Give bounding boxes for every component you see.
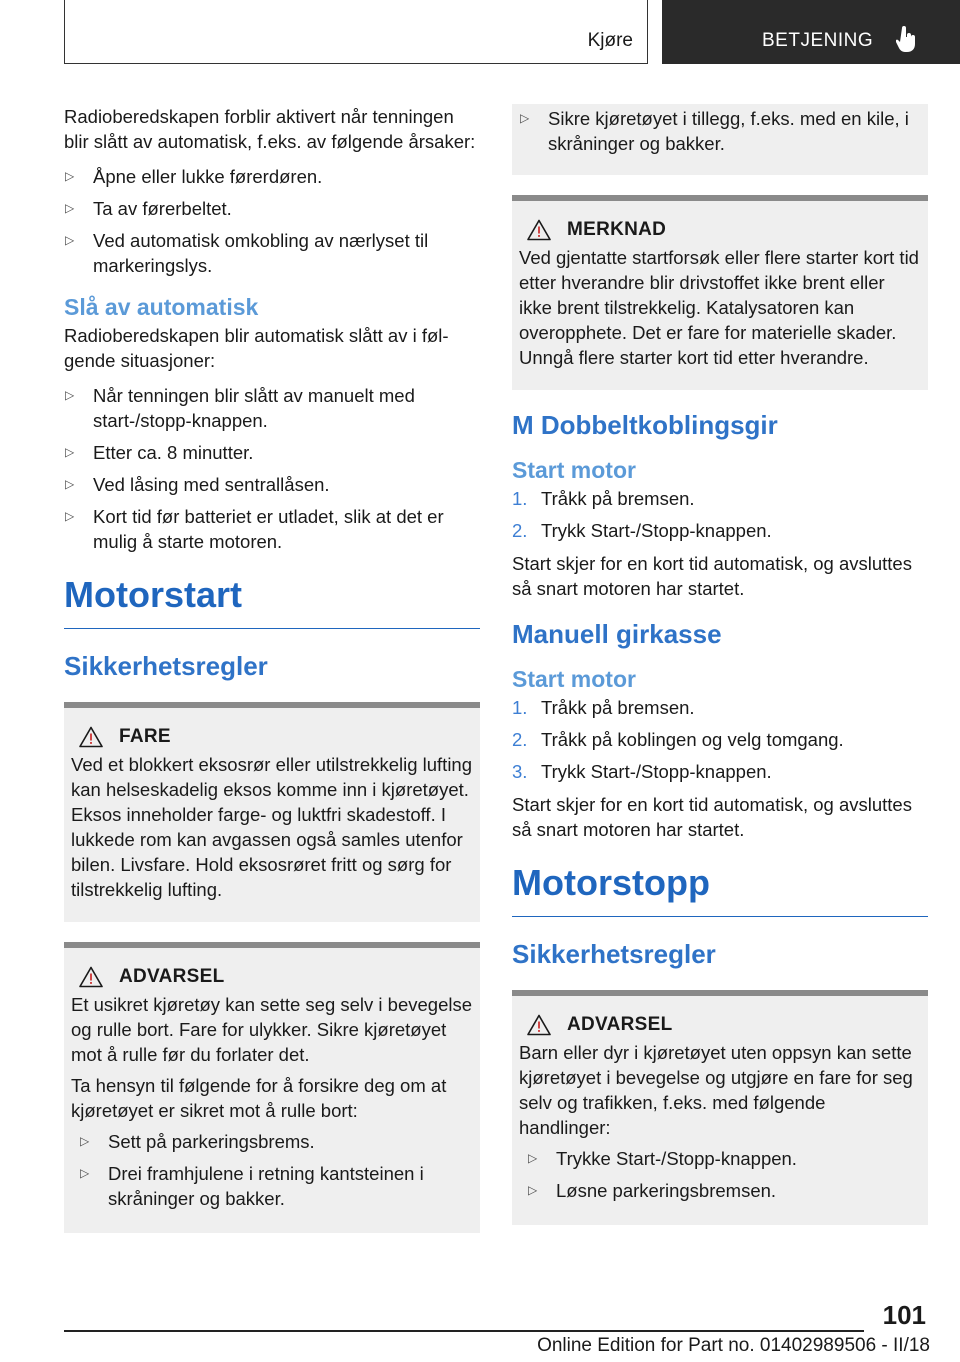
manual-steps [512,695,928,784]
list-item: ▷ Ved automatisk omkobling av nærlyset til markeringslys. [65,230,429,276]
list-item: ▷ Etter ca. 8 minutter. [65,442,254,463]
continued-list [519,104,920,156]
dkg-start-heading: Start motor [512,457,636,483]
list-item: ▷ Når tenningen blir slått av manuelt med start-/stopp-knappen. [65,385,415,431]
manual-heading: Manuell girkasse [512,619,722,649]
dkg-after-text: Start skjer for en kort tid automatisk, og avsluttes så snart motoren har startet. [512,553,912,599]
list-item: ▷ Trykke Start-/Stopp-knappen. [528,1148,797,1169]
list-item: ▷ Løsne parkeringsbremsen. [528,1180,777,1201]
list-item: ▷ Sett på parkeringsbrems. [80,1131,315,1152]
advarsel-list [79,1129,472,1211]
header-chapter-box [662,0,960,64]
footer-edition: Online Edition for Part no. 01402989506 - II/18 [537,1335,930,1356]
advarsel-text-1: Et usikret kjøretøy kan sette seg selv i bevegelse og rulle bort. Fare for ulykker. Sikre kjøretøyet mot å rulle før du forlater det. [71,994,473,1065]
reasons-list [64,164,480,278]
sikkerhetsregler-heading: Sikkerhetsregler [64,651,268,681]
motorstart-heading: Motorstart [64,574,480,629]
fare-text: Ved et blokkert eksosrør eller utilstrekkelig lufting kan helseskadelig eksos komme inn i kjøretøyet. Eksos inneholder farge- og luktfri skadestoff. I lukkede rom kan avgassen også samles utenfor bilen. Livsfare. Hold eksosrøret fritt og sørg for tilstrekkelig lufting. [71,754,473,900]
triangle-bullet-icon: ▷ [65,477,75,491]
left-column [64,104,480,1253]
motorstopp-heading: Motorstopp [512,862,928,917]
manual-after-text: Start skjer for en kort tid automatisk, og avsluttes så snart motoren har startet. [512,794,912,840]
header-section-box [64,0,648,64]
list-item: ▷ Åpne eller lukke førerdøren. [65,166,323,187]
merknad-title: MERKNAD [567,219,667,240]
triangle-bullet-icon: ▷ [65,388,75,402]
dkg-heading: M Dobbeltkoblingsgir [512,410,778,440]
list-item: 2. Tråkk på koblingen og velg tomgang. [512,729,844,750]
triangle-bullet-icon: ▷ [65,233,75,247]
list-item: ▷ Drei framhjulene i retning kantsteinen i skråninger og bakker. [80,1163,424,1209]
triangle-bullet-icon: ▷ [65,169,75,183]
advarsel-box-2 [512,990,928,1225]
manual-start-heading: Start motor [512,666,636,692]
triangle-bullet-icon: ▷ [528,1183,538,1197]
pointing-hand-icon [896,26,918,54]
list-item: 3. Trykk Start-/Stopp-knappen. [512,761,772,782]
warning-triangle-icon [527,1014,551,1036]
triangle-bullet-icon: ▷ [65,509,75,523]
footer-divider [64,1330,864,1332]
list-item: 1. Tråkk på bremsen. [512,488,695,509]
advarsel-title: ADVARSEL [119,966,225,987]
triangle-bullet-icon: ▷ [528,1151,538,1165]
list-item: ▷ Sikre kjøretøyet i tillegg, f.eks. med en kile, i skråninger og bakker. [520,108,909,154]
slaa-av-paragraph: Radioberedskapen blir automatisk slått av i følgende situasjoner: [64,325,449,371]
advarsel-box-continued [512,104,928,175]
triangle-bullet-icon: ▷ [520,111,530,125]
right-column [512,104,928,1245]
list-item: 2. Trykk Start-/Stopp-knappen. [512,520,772,541]
list-item: 1. Tråkk på bremsen. [512,697,695,718]
header-section-title: Kjøre [587,30,633,51]
slaa-av-heading: Slå av automatisk [64,294,259,320]
dkg-steps [512,486,928,543]
sikkerhetsregler-heading-2: Sikkerhetsregler [512,939,716,969]
page-number: 101 [882,1300,926,1330]
triangle-bullet-icon: ▷ [80,1134,90,1148]
merknad-text: Ved gjentatte startforsøk eller flere starter kort tid etter hverandre blir drivstoffet ikke brent eller ikke brent tilstrekkelig. Katalysatoren kan overopphete. Det er fare for materielle skader. Unngå flere starter kort tid etter hverandre. [519,247,919,368]
list-item: ▷ Ta av førerbeltet. [65,198,232,219]
advarsel-box [64,942,480,1233]
advarsel-title-2: ADVARSEL [567,1014,673,1035]
fare-title: FARE [119,726,171,747]
triangle-bullet-icon: ▷ [65,201,75,215]
warning-triangle-icon [79,726,103,748]
list-item: ▷ Kort tid før batteriet er utladet, slik at det er mulig å starte motoren. [65,506,444,552]
intro-paragraph: Radioberedskapen forblir aktivert når tenningen blir slått av automatisk, f.eks. av følgende årsaker: [64,106,476,152]
advarsel-text-2: Ta hensyn til følgende for å forsikre deg om at kjøretøyet er sikret mot å rulle bort: [71,1075,447,1121]
fare-box [64,702,480,922]
list-item: ▷ Ved låsing med sentrallåsen. [65,474,330,495]
advarsel-text-3: Barn eller dyr i kjøretøyet uten oppsyn kan sette kjøretøyet i bevegelse og utgjøre en fare for seg selv og trafikken, f.eks. med følgende handlinger: [519,1042,913,1138]
warning-triangle-icon [79,966,103,988]
header-chapter-title: BETJENING [762,30,874,51]
situations-list [64,383,480,554]
warning-triangle-icon [527,219,551,241]
triangle-bullet-icon: ▷ [65,445,75,459]
merknad-box [512,195,928,390]
advarsel-list-2 [527,1146,920,1203]
triangle-bullet-icon: ▷ [80,1166,90,1180]
